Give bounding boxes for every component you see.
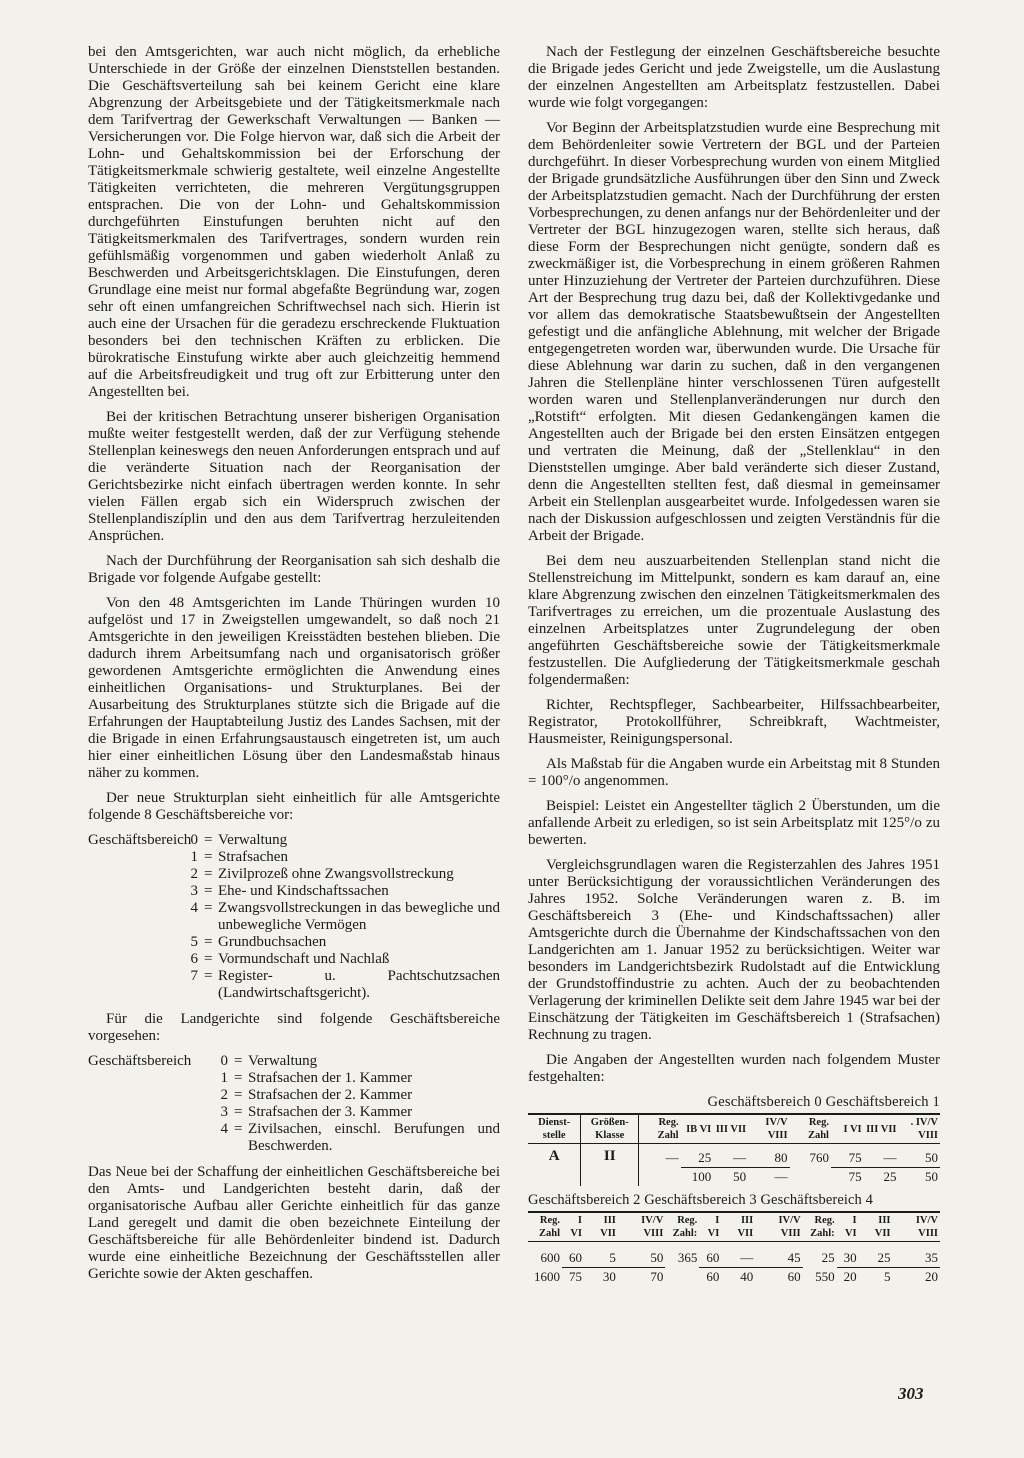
list-text: Strafsachen der 3. Kammer: [248, 1104, 413, 1120]
equals-sign: =: [234, 1104, 243, 1120]
list-spacer: [88, 1087, 220, 1104]
table-row: [528, 1268, 940, 1287]
list-text: Zwangsvollstreckungen in das bewegliche und unbewegliche Vermögen: [218, 900, 500, 933]
table-header-cell: III VII: [864, 1114, 899, 1144]
list-text: Strafsachen: [218, 849, 288, 865]
table-cell: 25: [821, 1250, 835, 1266]
table-cell: 50: [899, 1144, 940, 1168]
equals-sign: =: [204, 849, 213, 865]
list-key: 1: [190, 849, 198, 865]
table-cell: 75: [831, 1144, 864, 1168]
paragraph: Von den 48 Amtsgerichten im Lande Thüringen wurden 10 aufgelöst und 17 in Zweigstellen umgewandelt, so daß noch 21 Amtsgerichte in den jeweiligen Kreisstädten bestehen blieben. Die dadurch ihrem Arbeitsumfang nach und organisatorisch größer gewordenen Amtsgerichte ermöglichten die Anwendung eines einheitlichen Organisations- und Strukturplanes. Bei der Ausarbeitung des Strukturplanes stützte sich die Brigade auf die Erfahrungen der Hauptabteilung Justiz des Landes Sachsen, mit der die Brigade in einen Erfahrungsaustausch eingetreten ist, um auch hier einer einheitlichen Lösung über den Landesmaßstab hinaus näher zu kommen.: [88, 595, 500, 781]
table-header-cell: IV/V VIII: [893, 1212, 940, 1242]
table-cell: 25: [859, 1242, 893, 1268]
list-item: [88, 1070, 500, 1087]
paragraph: Richter, Rechtspfleger, Sachbearbeiter, Hilfssachbearbeiter, Registrator, Protokollführer, Schreibkraft, Wachtmeister, Hausmeister, Reinigungspersonal.: [528, 697, 940, 747]
paragraph: Beispiel: Leistet ein Angestellter täglich 2 Überstunden, um die anfallende Arbeit zu erledigen, so ist sein Arbeitsplatz mit 125°/o zu bewerten.: [528, 798, 940, 848]
paragraph: Als Maßstab für die Angaben wurde ein Arbeitstag mit 8 Stunden = 100°/o angenommen.: [528, 756, 940, 789]
muster-table-2: [528, 1211, 940, 1286]
list-item: [88, 832, 500, 849]
table-header-cell: III VII: [721, 1212, 755, 1242]
table-cell: [790, 1168, 831, 1187]
list-item: [88, 883, 500, 900]
list-text: Strafsachen der 2. Kammer: [248, 1087, 413, 1103]
table-cell: 25: [681, 1144, 714, 1168]
table-cell: 45: [755, 1242, 802, 1268]
table-header-cell: IV/V VIII: [618, 1212, 665, 1242]
list-spacer: [88, 1121, 220, 1155]
list-spacer: [88, 951, 190, 968]
list-item: [88, 849, 500, 866]
table-header-cell: IV/V VIII: [748, 1114, 789, 1144]
list-item: [88, 866, 500, 883]
list-key: 2: [220, 1087, 228, 1103]
list-item: [88, 900, 500, 934]
table-header-cell: Reg. Zahl: [639, 1114, 681, 1144]
table-header-cell: IB VI: [681, 1114, 714, 1144]
muster-table-1: [528, 1113, 940, 1186]
table-cell: A: [548, 1148, 560, 1164]
muster1-group-header: Geschäftsbereich 0 Geschäftsbereich 1: [707, 1094, 940, 1110]
equals-sign: =: [204, 934, 213, 950]
list-key: 0: [220, 1053, 228, 1069]
list-key: 1: [220, 1070, 228, 1086]
table-header-cell: Größen-Klasse: [581, 1114, 639, 1144]
paragraph: Vor Beginn der Arbeitsplatzstudien wurde eine Besprechung mit dem Behördenleiter sowie Vertretern der BGL und der Parteien durchgeführt. In dieser Vorbesprechung wurden von einem Mitglied der Brigade grundsätzliche Ausführungen über den Sinn und Zweck der Arbeitsplatzstudien gemacht. Nach der Durchführung der ersten Vorbesprechungen, zu denen anfangs nur der Behördenleiter und der Vertreter der BGL hinzugezogen waren, stellte sich heraus, daß diese Form der Besprechungen nicht genügte, sondern daß es zweckmäßiger ist, die Vorbesprechung in einem größeren Rahmen unter Hinzuziehung der Vertreter der Parteien durchzuführen. Diese Art der Besprechung trug dazu bei, daß der Kollektivgedanke und vor allem das demokratische Staatsbewußtsein der Angestellten gefestigt und die anfängliche Ablehnung, mit welcher der Brigade entgegengetreten worden war, überwunden wurde. Die Ursache für diese Ablehnung war darin zu suchen, daß in den vergangenen Jahren die Stellenpläne hinter verschlossenen Türen aufgestellt worden waren und Stellenplanveränderungen nur durch den „Rotstift“ erfolgten. Mit diesen Gedankengängen kamen die Angestellten auch der Brigade bei den ersten Einsätzen entgegen und vertraten die Meinung, daß der „Stellenklau“ in den Dienststellen umginge. Aber bald veränderte sich dieser Zustand, denn die Angestellten stellten fest, daß diesmal in gemeinsamer Arbeit ein Stellenplan ausgearbeitet wurde. Infolgedessen waren sie nach der Diskussion aufgeschlossen und zeigten Verständnis für die Arbeit der Brigade.: [528, 120, 940, 544]
table-cell: 60: [699, 1242, 721, 1268]
list-spacer: [88, 1104, 220, 1121]
table-cell: 25: [883, 1169, 897, 1184]
equals-sign: =: [204, 883, 213, 899]
table-cell: 20: [925, 1269, 938, 1284]
list-text: Zivilprozeß ohne Zwangsvollstreckung: [218, 866, 454, 882]
table-cell: 50: [733, 1169, 747, 1184]
list-item: [88, 1087, 500, 1104]
list-text: Register- u. Pachtschutzsachen (Landwirtschaftsgericht).: [218, 968, 500, 1001]
paragraph: Für die Landgerichte sind folgende Geschäftsbereiche vorgesehen:: [88, 1011, 500, 1044]
list-spacer: [88, 866, 190, 883]
table-cell: —: [721, 1242, 755, 1268]
table-cell: 20: [843, 1269, 857, 1284]
table-header-row: [528, 1212, 940, 1242]
equals-sign: =: [204, 968, 213, 984]
equals-sign: =: [204, 832, 213, 848]
equals-sign: =: [204, 951, 213, 967]
list-text: Vormundschaft und Nachlaß: [218, 951, 390, 967]
list-spacer: [88, 849, 190, 866]
list-key: 7: [190, 968, 198, 984]
table-cell: 30: [837, 1242, 859, 1268]
list-key: 4: [220, 1121, 228, 1137]
list-spacer: [88, 883, 190, 900]
equals-sign: =: [234, 1070, 243, 1086]
table-header-cell: III VII: [713, 1114, 748, 1144]
paragraph: Die Angaben der Angestellten wurden nach folgendem Muster festgehalten:: [528, 1052, 940, 1085]
list-text: Verwaltung: [218, 832, 288, 848]
list-key: 4: [190, 900, 198, 916]
list-item: [88, 934, 500, 951]
table-header-row: [528, 1114, 940, 1144]
list-text: Strafsachen der 1. Kammer: [248, 1070, 413, 1086]
table-cell: 5: [884, 1269, 891, 1284]
paragraph: Bei dem neu auszuarbeitenden Stellenplan stand nicht die Stellenstreichung im Mittelpunkt, sondern es kam darauf an, eine klare Abgrenzung zwischen den einzelnen Tätigkeitsmerkmalen des Tarifvertrages zu erreichen, um die prozentuale Auslastung des einzelnen Arbeitsplatzes unter Zugrundelegung der oben angeführten Geschäftsbereiche sowie der Tätigkeitsmerkmale festzustellen. Die Aufgliederung der Tätigkeitsmerkmale geschah folgendermaßen:: [528, 553, 940, 688]
list-key: 2: [190, 866, 198, 882]
table-cell: 35: [893, 1242, 940, 1268]
table-cell: 50: [618, 1242, 665, 1268]
equals-sign: =: [234, 1121, 243, 1137]
list-key: 5: [190, 934, 198, 950]
list-text: Grundbuchsachen: [218, 934, 327, 950]
muster2-group-header: Geschäftsbereich 2 Geschäftsbereich 3 Geschäftsbereich 4: [528, 1192, 873, 1208]
table-header-cell: I VI: [699, 1212, 721, 1242]
list-label: Geschäftsbereich: [88, 1053, 192, 1069]
table-cell: 600: [540, 1250, 560, 1266]
list-item: [88, 951, 500, 968]
list-key: 3: [220, 1104, 228, 1120]
table-header-cell: I VI: [831, 1114, 864, 1144]
table-cell: —: [864, 1144, 899, 1168]
right-column: [528, 44, 940, 1286]
list-spacer: [88, 1070, 220, 1087]
table-header-cell: IV/V VIII: [755, 1212, 802, 1242]
landgericht-bereiche-list: [88, 1053, 500, 1155]
equals-sign: =: [204, 866, 213, 882]
paragraph: Der neue Strukturplan sieht einheitlich für alle Amtsgerichte folgende 8 Geschäftsbereiche vor:: [88, 790, 500, 823]
table-header-cell: I VI: [562, 1212, 584, 1242]
list-item: [88, 1104, 500, 1121]
equals-sign: =: [204, 900, 213, 916]
list-key: 3: [190, 883, 198, 899]
list-label: Geschäftsbereich: [88, 832, 192, 848]
paragraph: Bei der kritischen Betrachtung unserer bisherigen Organisation mußte weiter festgestellt werden, daß der zur Verfügung stehende Stellenplan keineswegs den neuen Anforderungen entsprach und auf die veränderte Situation nach der Reorganisation der Gerichtsbezirke nicht einfach übertragen werden konnte. In sehr vielen Fällen ergab sich ein Widerspruch zwischen der Stellenplandiszíplin und den aus dem Tarifvertrag herzuleitenden Ansprüchen.: [88, 409, 500, 544]
table-header-cell: Reg. Zahl:: [803, 1212, 837, 1242]
table-header-cell: Dienst-stelle: [528, 1114, 581, 1144]
table-cell: 60: [787, 1269, 801, 1284]
list-text: Verwaltung: [248, 1053, 318, 1069]
table-cell: 60: [706, 1269, 720, 1284]
table-header-cell: III VII: [859, 1212, 893, 1242]
list-item: [88, 1053, 500, 1070]
table-cell: —: [774, 1169, 788, 1184]
list-item: [88, 968, 500, 1002]
table-row: [528, 1242, 940, 1268]
table-cell: 40: [740, 1269, 754, 1284]
list-key: 6: [190, 951, 198, 967]
table-header-cell: Reg. Zahl: [790, 1114, 831, 1144]
table-cell: 1600: [534, 1268, 560, 1284]
list-text: Ehe- und Kindschaftssachen: [218, 883, 389, 899]
table-cell: 100: [691, 1169, 712, 1184]
table-cell: [639, 1168, 681, 1187]
table-header-cell: . IV/V VIII: [899, 1114, 940, 1144]
table-cell: [665, 1268, 699, 1287]
table-header-cell: III VII: [584, 1212, 618, 1242]
table-cell: 50: [925, 1169, 938, 1184]
paragraph: Nach der Durchführung der Reorganisation sah sich deshalb die Brigade vor folgende Aufgabe gestellt:: [88, 553, 500, 586]
table-cell: 80: [748, 1144, 789, 1168]
list-key: 0: [190, 832, 198, 848]
left-column: [88, 44, 500, 1291]
table-header-cell: Reg. Zahl: [528, 1212, 562, 1242]
paragraph: Vergleichsgrundlagen waren die Registerzahlen des Jahres 1951 unter Berücksichtigung der voraussichtlichen Veränderungen des Jahres 1952. Solche Veränderungen waren z. B. im Geschäftsbereich 3 (Ehe- und Kindschaftssachen) aller Amtsgerichte durch die Übernahme der Kindschaftssachen von den Landgerichten am 1. Januar 1952 zu berücksichtigen. Weiter war besonders im Landgerichtsbezirk Rudolstadt auf die Entwicklung der Grundstoffindustrie zu achten. Auch der zu beobachtenden Verlagerung der kriminellen Delikte seit dem Jahre 1945 war bei der Einschätzung der Tätigkeiten im Geschäftsbereich 1 (Strafsachen) Rechnung zu tragen.: [528, 857, 940, 1043]
table-cell: II: [581, 1144, 639, 1187]
amtsgericht-bereiche-list: [88, 832, 500, 1002]
page-number: 303: [898, 1384, 924, 1403]
paragraph: bei den Amtsgerichten, war auch nicht möglich, da erhebliche Unterschiede in der Größe der einzelnen Dienststellen bestanden. Die Geschäftsverteilung sah bei keinem Gericht eine klare Abgrenzung der Arbeitsgebiete und der Tätigkeitsmerkmale nach dem Tarifvertrag der Gewerkschaft Verwaltungen — Banken — Versicherungen vor. Die Folge hiervon war, daß sich die Arbeit der Lohn- und Gehaltskommission bei der Erforschung der Tätigkeitsmerkmale schwierig gestaltete, weil einzelne Angestellte Tätigkeiten verrichteten, die mehreren Vergütungsgruppen entsprachen. Die von der Lohn- und Gehaltskommission durchgeführten Einstufungen beruhten nicht auf den Tätigkeitsmerkmalen des Tarifvertrages, sondern wurden rein gefühlsmäßig vorgenommen und gaben wiederholt Anlaß zu Beschwerden und Arbeitsgerichtsklagen. Die Einstufungen, deren Grundlage eine meist nur formal abgefaßte Begründung war, zogen sehr oft einen umfangreichen Schriftwechsel nach sich. Hierin ist auch eine der Ursachen für die geradezu erschreckende Fluktuation besonders bei den technischen Kräften zu erblicken. Die bürokratische Einstufung wirkte aber auch gleichzeitig hemmend auf die Arbeitsfreudigkeit und trug oft zur Erbitterung unter den Angestellten bei.: [88, 44, 500, 400]
table-cell: 5: [584, 1242, 618, 1268]
table-row: [528, 1144, 940, 1168]
table-cell: 60: [562, 1242, 584, 1268]
table-header-cell: Reg. Zahl:: [665, 1212, 699, 1242]
table-cell: 760: [809, 1150, 829, 1166]
list-text: Zivilsachen, einschl. Berufungen und Beschwerden.: [248, 1121, 500, 1154]
equals-sign: =: [234, 1087, 243, 1103]
table-cell: 75: [848, 1169, 862, 1184]
table-header-cell: I VI: [837, 1212, 859, 1242]
list-item: [88, 1121, 500, 1155]
paragraph: Nach der Festlegung der einzelnen Geschäftsbereiche besuchte die Brigade jedes Gericht und jede Zweigstelle, um die Auslastung der einzelnen Angestellten am Arbeitsplatz festzustellen. Dabei wurde wie folgt vorgegangen:: [528, 44, 940, 111]
list-spacer: [88, 900, 190, 934]
table-cell: 75: [569, 1269, 582, 1284]
table-cell: 30: [602, 1269, 616, 1284]
table-cell: 365: [677, 1250, 698, 1266]
list-spacer: [88, 968, 190, 1002]
list-spacer: [88, 934, 190, 951]
table-cell: —: [639, 1144, 681, 1168]
table-cell: 70: [650, 1269, 664, 1284]
table-cell: —: [713, 1144, 748, 1168]
equals-sign: =: [234, 1053, 243, 1069]
paragraph: Das Neue bei der Schaffung der einheitlichen Geschäftsbereiche bei den Amts- und Landgerichten besteht darin, daß der organisatorische Aufbau aller Gerichte einheitlich für das ganze Land geregelt und damit die oben bezeichnete Einteilung der Geschäftsbereiche für alle Behördenleiter bindend ist. Dadurch wurde eine einheitliche Bezeichnung der Geschäftsstellen aller Gerichte sowie der Akten geschaffen.: [88, 1164, 500, 1282]
table-cell: 550: [815, 1268, 835, 1284]
